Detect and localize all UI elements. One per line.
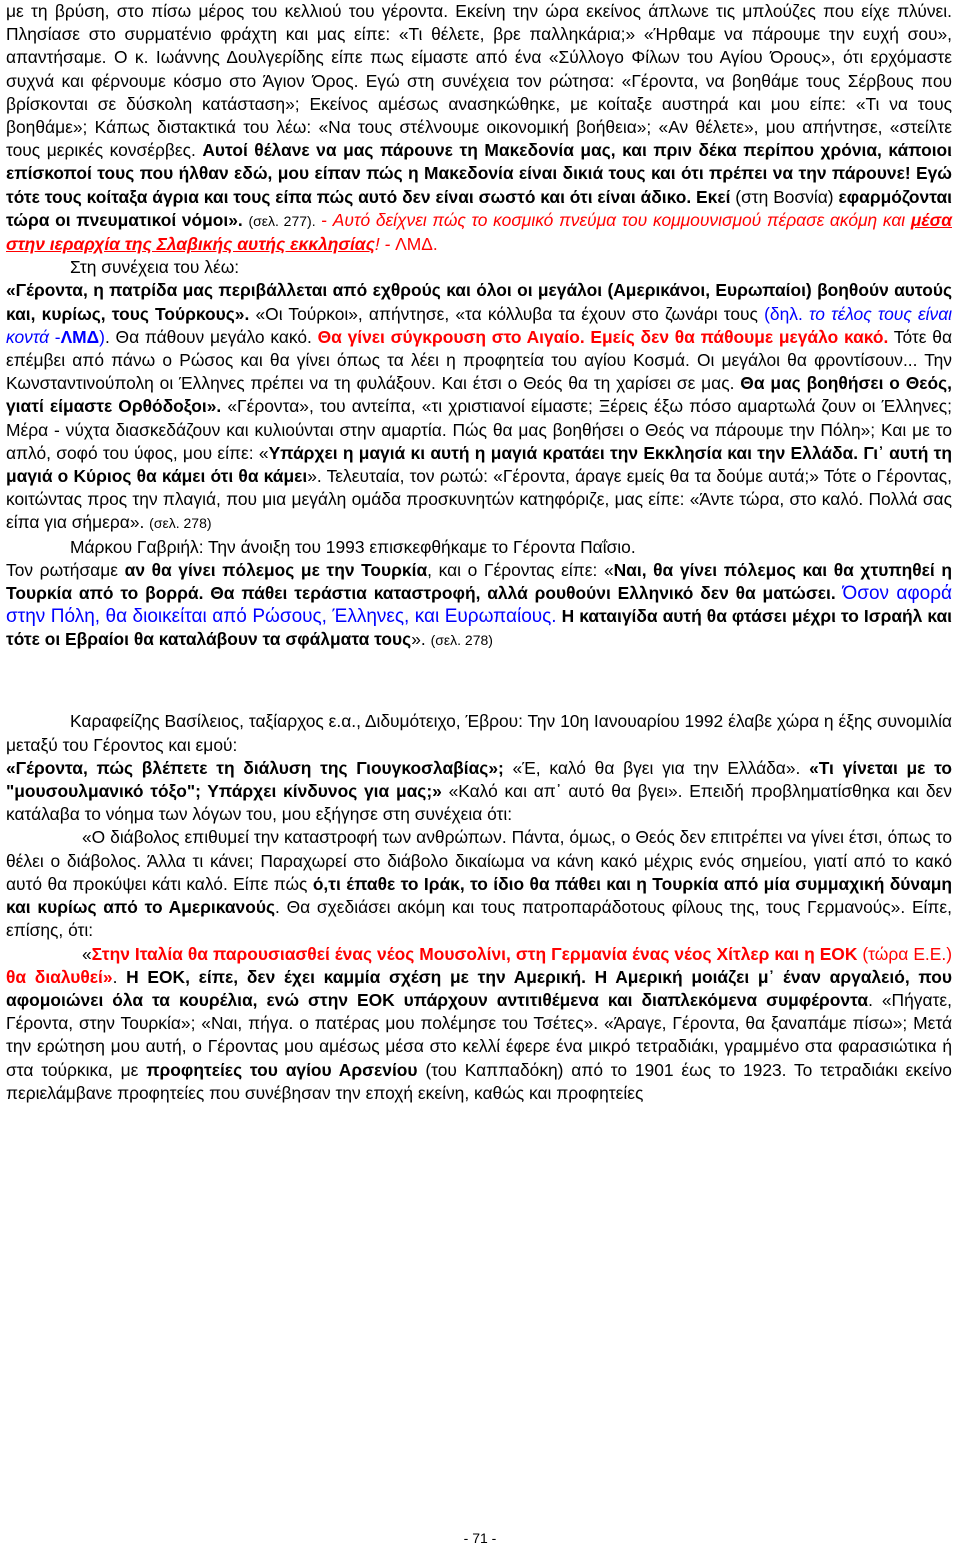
document-page [6, 0, 952, 1550]
text-run: «Γέροντα», του αντείπα, «τι χριστιανοί είμαστε; Ξέρεις έξω πόσο αμαρτωλά ζουν οι Έλληνες; Μέρα - νύχτα διασκεδάζουν και κυλιούνται στην αμαρτία. Πώς θα μας βοηθήσει ο Θεός να πάρουμε την Πόλη»; Και με το απλό, σοφό του ύφος, μου είπε: « [6, 396, 952, 463]
text-run: , και ο Γέροντας είπε: « [427, 559, 614, 580]
text-run: «Γέροντα, η πατρίδα μας περιβάλλεται από εχθρούς και όλοι οι μεγάλοι (Αμερικάνοι, Ευρωπαίοι) βοηθούν αυτούς και, κυρίως, τους Τούρκους». [6, 280, 952, 324]
text-run: ΛΜΔ [60, 326, 100, 347]
text-run: Θα γίνει σύγκρουση στο Αιγαίο. Εμείς δεν θα πάθουμε μεγάλο κακό. [317, 326, 889, 347]
text-run: (στη Βοσνία) [730, 186, 839, 207]
text-run: Μάρκου Γαβριήλ: Την άνοιξη του 1993 επισκεφθήκαμε το Γέροντα Παΐσιο. [70, 536, 636, 557]
text-run: «Οι Τούρκοι», απήντησε, «τα κόλλυβα τα έχουν στο ζωνάρι τους [249, 303, 765, 324]
paragraph-blank [6, 670, 952, 693]
text-run: Εκεί [696, 186, 731, 207]
text-run: ». Τελευταία, τον ρωτώ: «Γέροντα, άραγε εμείς θα τα δούμε αυτά;» Τότε ο Γέροντας, κοιτώντας προς την πλαγιά, που μια μεγάλη ομάδα προσκυνητών κατηφόριζε, μας είπε: «Άντε τώρα, στο καλό. Πολλά σας είπα για σήμερα». [6, 466, 952, 533]
text-run: ) [99, 326, 105, 347]
text-run: προφητείες του αγίου Αρσενίου [146, 1059, 418, 1080]
text-run: (σελ. 277). [248, 212, 316, 229]
text-run: «Γέροντα, πώς βλέπετε τη διάλυση της Γιουγκοσλαβίας»; [6, 757, 504, 778]
text-run: Υπάρχει η μαγιά κι αυτή η μαγιά κρατάει την Εκκλησία και την Ελλάδα. Γι᾽ αυτή τη μαγιά ο Κύριος θα κάμει ότι θα κάμει [6, 442, 952, 487]
text-run: ». [411, 629, 431, 650]
text-run: Καραφείζης Βασίλειος, ταξίαρχος ε.α., Διδυμότειχο, Έβρου: Την 10η Ιανουαρίου 1992 έλαβε χώρα η έξης συνομιλία μεταξύ του Γέροντος και εμού: [6, 711, 952, 755]
text-run: μέσα στην ιεραρχία της Σλαβικής αυτής εκκλησίας [6, 209, 952, 255]
paragraph-yugoslavia [6, 757, 952, 827]
page-number: - 71 - [463, 1530, 497, 1546]
paragraph-devil [6, 826, 952, 942]
text-run: Στη συνέχεια του λέω: [70, 257, 240, 278]
text-run: ΛΜΔ. [395, 234, 438, 255]
text-run: - [49, 326, 61, 347]
text-run: «Έ, καλό θα βγει για την Ελλάδα». [503, 757, 810, 778]
text-run: . «Πήγατε, Γέροντα, στην Τουρκία»; «Ναι, πήγα. ο πατέρας μου πολέμησε του Τσέτες». «Άραγε, Γέροντα, θα ξαναπάμε πίσω»; Μετά την ερώτηση μου αυτή, ο Γέροντας μου αμέσως μέσα στο κελλί έφερε ένα μικρό τετραδιάκι, γραμμένο στα φαρασιώτικα ή στα τούρκικα, με [6, 989, 952, 1080]
text-run: «Τι γίνεται με το "μουσουλμανικό τόξο"; Υπάρχει κίνδυνος για μας;» [6, 757, 952, 802]
text-run: Εγώ τότε τους κοίταξα άγρια και τους είπα πώς αυτό δεν είναι σωστό και ότι είναι άδικο. [6, 163, 952, 207]
text-run: Αυτό δείχνει πώς το κοσμικό πνεύμα του κομμουνισμού πέρασε ακόμη και [332, 209, 911, 230]
text-run: το τέλος τους είναι κοντά [6, 303, 952, 347]
paragraph-monastery-visit [6, 0, 952, 256]
text-run: Τον ρωτήσαμε [6, 559, 125, 580]
text-run [836, 583, 843, 603]
text-run: ό,τι έπαθε το Ιράκ, το ίδιο θα πάθει και η Τουρκία από μία συμμαχική δύναμη και κυρίως από το Αμερικανούς [6, 873, 953, 918]
text-run: «Καλό και απ᾽ αυτό θα βγει». Επειδή προβληματίσθηκα και δεν κατάλαβα το νόημα των λόγων του, μου εξήγησε στη συνέχεια ότι: [6, 781, 952, 825]
paragraph-turkey-threat [6, 256, 952, 279]
text-run: Η καταιγίδα αυτή θα φτάσει μέχρι το Ισραήλ και τότε οι Εβραίοι θα καταλάβουν τα σφάλματα τους [6, 606, 952, 650]
text-run: (σελ. 278) [149, 515, 212, 532]
text-run: Ναι, θα γίνει πόλεμος και θα χτυπηθεί η Τουρκία από το βορρά. Θα πάθει τεράστια καταστροφή, αλλά ρουθούνι Ελληνικό δεν θα ματώσει. [6, 559, 952, 604]
text-run: με τη βρύση, στο πίσω μέρος του κελλιού του γέροντα. Εκείνη την ώρα εκείνος άπλωνε τις μπλούζες που είχε πλύνει. Πλησίασε στο συρματένιο φράχτη και μας είπε: «Τι θέλετε, βρε παλληκάρια;» «Ήρθαμε να πάρουμε την ευχή σου», απαντήσαμε. Ο κ. Ιωάννης Δουλγερίδης είπε πως είμαστε από ένα «Σύλλογο Φίλων του Αγίου Όρους», ότι ερχόμαστε συχνά και φέρνουμε κόσμο στο Άγιον Όρος. Εγώ στη συνέχεια τον ρώτησα: «Γέροντα, να βοηθάμε τους Σέρβους που βρίσκονται σε δύσκολη κατάσταση»; Εκείνος αμέσως ανασηκώθηκε, με κοίταξε αυστηρά και μου είπε: «Τι να τους βοηθάμε»; Κάπως διστακτικά του λέω: «Να τους στέλνουμε οικονομική βοήθεια»; «Αν θέλετε», μου απήντησε, «στείλτε τους μερικές κονσέρβες. [6, 1, 952, 161]
text-run: (δηλ. [764, 303, 809, 324]
text-run: (τώρα Ε.Ε.) [857, 943, 952, 964]
text-run: εφαρμόζονται τώρα οι πνευματικοί νόμοι». [6, 186, 952, 230]
text-run: « [82, 943, 92, 964]
text-run: (σελ. 278) [430, 632, 493, 649]
text-run: αν θα γίνει πόλεμος με την Τουρκία [124, 559, 428, 580]
text-run: Η ΕΟΚ, είπε, δεν έχει καμμία σχέση με την Αμερική. Η Αμερική μοιάζει μ᾽ έναν αργαλειό, που αφομοιώνει όλα τα κουρέλια, ενώ στην ΕΟΚ υπάρχουν αντιτιθέμενα και διαπλεκόμενα συμφέροντα [6, 966, 952, 1010]
text-run: θα διαλυθεί» [6, 966, 113, 987]
text-run: Αυτοί θέλανε να μας πάρουνε τη Μακεδονία μας, και πριν δέκα περίπου χρόνια, κάποιοι επίσκοποί τους που ήλθαν εδώ, μου είπαν πώς η Μακεδονία είναι δικιά τους και ότι πρέπει να την πάρουνε! [6, 140, 952, 184]
text-run: . [112, 966, 127, 987]
text-run: Τότε θα επέμβει από πάνω ο Ρώσος και θα γίνει όπως τα λέει η προφητεία του αγίου Κοσμά. Οι μεγάλοι θα φροντίσουν... Την Κωνσταντινούπολη οι Έλληνες πρέπει να τη φυλάξουν. Και έτσι ο Θεός θα τη χαρίσει σε μας. [6, 326, 953, 394]
text-run: Στην Ιταλία θα παρουσιασθεί ένας νέος Μουσολίνι, στη Γερμανία ένας νέος Χίτλερ και η ΕΟΚ [91, 943, 858, 964]
text-run: (του Καππαδόκη) από το 1901 έως το 1923. Το τετραδιάκι εκείνο περιελάμβανε προφητείες που συνέβησαν την εποχή εκείνη, καθώς και προφητείες [6, 1059, 952, 1103]
paragraph-war-turkey [6, 559, 952, 653]
paragraph-elder-answer [6, 279, 952, 535]
text-run: . Θα πάθουν μεγάλο κακό. [104, 326, 318, 347]
text-run: Θα μας βοηθήσει ο Θεός, γιατί είμαστε Ορθόδοξοι». [6, 373, 953, 417]
paragraph-gavriil [6, 536, 952, 559]
text-run: «Ο διάβολος επιθυμεί την καταστροφή των ανθρώπων. Πάντα, όμως, ο Θεός δεν επιτρέπει να γίνει έτσι, όπως το θέλει ο διάβολος. Άλλα τι κάνει; Παραχωρεί στο διάβολο δικαίωμα να κάνη κακό μέχρις ενός σημείου, γιατί από το κακό αυτό θα προκύψει κάτι καλό. Είπε πώς [6, 827, 952, 894]
paragraph-mussolini [6, 943, 952, 1105]
text-run: ! - [374, 234, 396, 255]
text-run: Όσον αφορά στην Πόλη, θα διοικείται από Ρώσους, Έλληνες, και Ευρωπαίους. [6, 583, 953, 628]
text-run: . Θα σχεδιάσει ακόμη και τους πατροπαράδοτους φίλους της, τους Γερμανούς». Είπε, επίσης, ότι: [6, 897, 952, 941]
text-run: - [315, 209, 333, 230]
paragraph-karafeizis [6, 710, 952, 756]
